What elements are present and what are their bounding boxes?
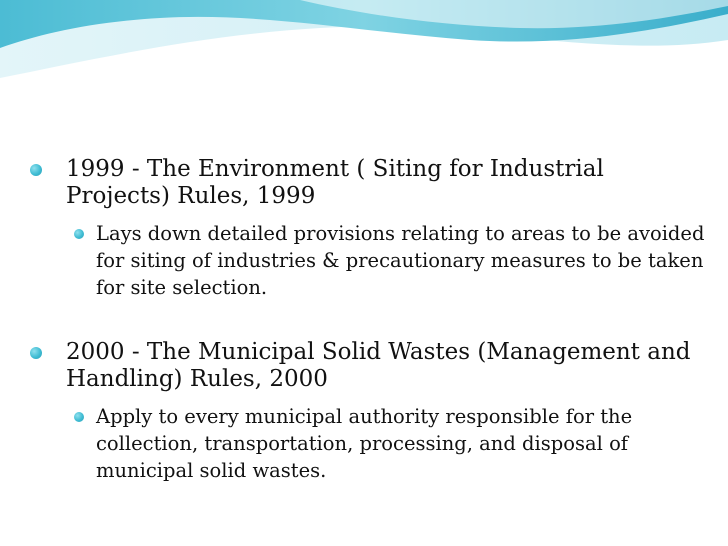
bullet-dot-icon (30, 347, 42, 359)
slide-content (16, 156, 706, 522)
bullet-detail: Apply to every municipal authority responsible for the collection, transportation, processing, and disposal of municipal solid wastes. (96, 405, 633, 482)
bullet-dot-icon (30, 164, 42, 176)
bullet-dot-icon (74, 412, 84, 422)
bullet-dot-icon (74, 229, 84, 239)
bullet-heading: 2000 - The Municipal Solid Wastes (Management and Handling) Rules, 2000 (66, 339, 691, 392)
bullet-detail: Lays down detailed provisions relating to areas to be avoided for siting of industries & precautionary measures to be taken for site selection. (96, 222, 705, 299)
sub-bullet-2000-detail (16, 403, 706, 484)
bullet-2000-rules (16, 339, 706, 393)
bullet-heading: 1999 - The Environment ( Siting for Industrial Projects) Rules, 1999 (66, 156, 604, 209)
bullet-1999-rules (16, 156, 706, 210)
decorative-wave-header (0, 0, 728, 90)
sub-bullet-1999-detail (16, 220, 706, 301)
